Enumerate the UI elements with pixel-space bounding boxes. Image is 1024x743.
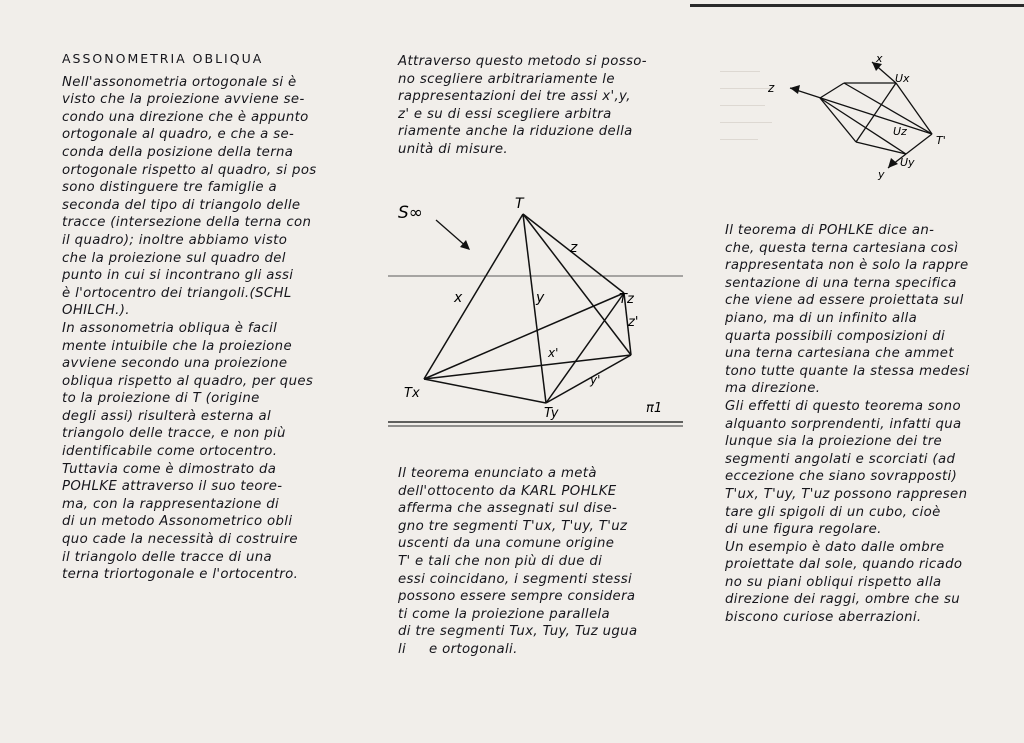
column-3-line: biscono curiose aberrazioni. (725, 610, 922, 626)
column-2-theorem-line: Il teorema enunciato a metà (398, 466, 597, 481)
column-2-theorem-text (398, 465, 698, 659)
label-z-prime: z' (628, 315, 639, 330)
edge-tx-ty (424, 379, 546, 403)
column-2-theorem-line: li e ortogonali. (398, 641, 518, 657)
column-1-line: ortogonale al quadro, e che a se- (62, 127, 295, 143)
axis-y (906, 134, 932, 154)
column-3-line: Il teorema di POHLKE dice an- (725, 223, 935, 238)
column-1-line: il quadro); inoltre abbiamo visto (62, 232, 288, 248)
cube-edge-4 (856, 142, 906, 154)
label-ty: Ty (544, 406, 559, 421)
edge-ty-base (546, 355, 631, 403)
column-2-intro-line: rappresentazioni dei tre assi x',y, (398, 89, 631, 105)
column-1-line: visto che la proiezione avviene se- (62, 92, 305, 108)
column-3-line: segmenti angolati e scorciati (ad (725, 451, 956, 467)
column-1-line: conda della posizione della terna (62, 144, 294, 160)
label-z: z (570, 240, 578, 256)
column-3-line: sentazione di una terna specifica (725, 275, 957, 291)
column-2-theorem (398, 465, 698, 659)
column-1-line: quo cade la necessità di costruire (62, 532, 298, 548)
label-y-prime: y' (590, 373, 601, 387)
column-2-theorem-line: dell'ottocento da KARL POHLKE (398, 483, 617, 499)
oblique-cube-diagram (760, 50, 960, 180)
column-2-theorem-line: afferma che assegnati sul dise- (398, 501, 618, 517)
column-3 (725, 222, 1015, 627)
cube-edge-2 (820, 83, 844, 98)
column-1-line: mente intuibile che la proiezione (62, 338, 292, 354)
column-1-line: terna triortogonale e l'ortocentro. (62, 567, 299, 583)
column-1-line: sono distinguere tre famiglie a (62, 180, 277, 196)
column-1-line: è l'ortocentro dei triangoli.(SCHL (62, 285, 292, 301)
axis-z-prime (523, 214, 631, 355)
axis-z (790, 88, 932, 134)
label-tz: Tz (619, 292, 634, 307)
z-arrowhead (790, 85, 800, 94)
column-3-line: rappresentata non è solo la rappre (725, 258, 969, 274)
column-2-intro-text (398, 53, 698, 159)
column-1-line: obliqua rispetto al quadro, per ques (62, 373, 314, 389)
label-x-prime: x' (548, 346, 559, 360)
column-2-theorem-line: essi coincidano, i segmenti stessi (398, 571, 633, 587)
column-3-line: ma direzione. (725, 381, 821, 397)
column-3-line: tono tutte quante la stessa medesi (725, 363, 970, 379)
column-3-line: proiettate dal sole, quando ricado (725, 557, 963, 573)
pohlke-pyramid-diagram (388, 190, 683, 435)
cube-edge-5 (856, 83, 896, 142)
column-1-line: di un metodo Assonometrico obli (62, 514, 293, 530)
column-1-line: identificabile come ortocentro. (62, 444, 278, 460)
column-2-theorem-line: ti come la proiezione parallela (398, 606, 611, 622)
column-3-line: direzione dei raggi, ombre che su (725, 592, 961, 608)
section-title: ASSONOMETRIA OBLIQUA (62, 51, 264, 66)
column-2-intro-line: z' e su di essi scegliere arbitra (398, 106, 612, 122)
column-3-line: quarta possibili composizioni di (725, 328, 946, 344)
label-tx: Tx (404, 386, 420, 401)
label-uy: Uy (900, 156, 915, 169)
column-2-theorem-line: uscenti da una comune origine (398, 536, 615, 552)
cube-edge-3 (820, 98, 856, 142)
column-1 (62, 50, 362, 584)
column-3-line: lunque sia la proiezione dei tre (725, 434, 943, 450)
top-border (690, 4, 1024, 7)
label-t: T (515, 196, 524, 212)
label-z: z (768, 81, 775, 95)
column-3-line: di une figura regolare. (725, 522, 882, 538)
column-3-line: eccezione che siano sovrapposti) (725, 469, 958, 485)
column-3-line: Un esempio è dato dalle ombre (725, 539, 945, 555)
column-1-line: triangolo delle tracce, e non più (62, 426, 286, 442)
label-x: x (876, 52, 883, 65)
column-3-line: che viene ad essere proiettata sul (725, 293, 964, 309)
label-x: x (454, 290, 463, 306)
column-2-theorem-line: gno tre segmenti T'ux, T'uy, T'uz (398, 518, 628, 534)
label-ux: Ux (895, 72, 910, 85)
cube-diagonal (844, 83, 932, 134)
column-2-intro-line: riamente anche la riduzione della (398, 124, 633, 140)
column-2-intro-line: unità di misure. (398, 141, 508, 157)
column-1-line: il triangolo delle tracce di una (62, 549, 273, 565)
column-3-line: Gli effetti di questo teorema sono (725, 398, 961, 414)
column-2-theorem-line: possono essere sempre considera (398, 589, 636, 605)
column-1-line: seconda del tipo di triangolo delle (62, 197, 301, 213)
column-1-line: ortogonale rispetto al quadro, si pos (62, 162, 317, 178)
column-2-intro (398, 53, 698, 159)
column-1-line: degli assi) risulterà esterna al (62, 408, 272, 424)
column-3-line: no su piani obliqui rispetto alla (725, 574, 942, 590)
column-2-intro-line: no scegliere arbitrariamente le (398, 71, 615, 87)
column-1-line: ma, con la rappresentazione di (62, 496, 280, 512)
column-1-line: Tuttavia come è dimostrato da (62, 461, 277, 477)
column-3-line: una terna cartesiana che ammet (725, 346, 954, 362)
column-1-line: avviene secondo una proiezione (62, 356, 288, 372)
column-1-line: tracce (intersezione della terna con (62, 215, 312, 231)
column-3-text (725, 222, 1015, 627)
column-1-line: POHLKE attraverso il suo teore- (62, 479, 283, 495)
label-y: y (536, 290, 545, 306)
column-3-line: piano, ma di un infinito alla (725, 310, 918, 326)
column-3-line: alquanto sorprendenti, infatti qua (725, 416, 962, 432)
column-1-text (62, 74, 362, 584)
column-1-line: condo una direzione che è appunto (62, 109, 309, 125)
label-s-infinity: S∞ (398, 203, 423, 223)
column-1-line: Nell'assonometria ortogonale si è (62, 74, 297, 90)
column-1-line: to la proiezione di T (origine (62, 391, 260, 407)
edge-t-ty (523, 214, 546, 403)
column-1-line: OHILCH.). (62, 303, 130, 319)
column-2-theorem-line: di tre segmenti Tux, Tuy, Tuz ugua (398, 624, 638, 640)
edge-t-tx (424, 214, 523, 379)
column-1-line: che la proiezione sul quadro del (62, 250, 286, 266)
column-3-line: che, questa terna cartesiana così (725, 240, 959, 256)
label-uz: Uz (893, 125, 907, 138)
column-1-line: In assonometria obliqua è facil (62, 320, 278, 336)
column-2-intro-line: Attraverso questo metodo si posso- (398, 54, 647, 69)
column-3-line: tare gli spigoli di un cubo, cioè (725, 504, 941, 520)
column-2-theorem-line: T' e tali che non più di due di (398, 553, 603, 569)
label-y: y (878, 168, 885, 180)
y-arrowhead (888, 158, 898, 168)
column-1-line: punto in cui si incontrano gli assi (62, 268, 294, 284)
column-3-line: T'ux, T'uy, T'uz possono rappresen (725, 486, 968, 502)
label-pi: π1 (646, 401, 663, 416)
label-t-prime: T' (936, 134, 946, 147)
